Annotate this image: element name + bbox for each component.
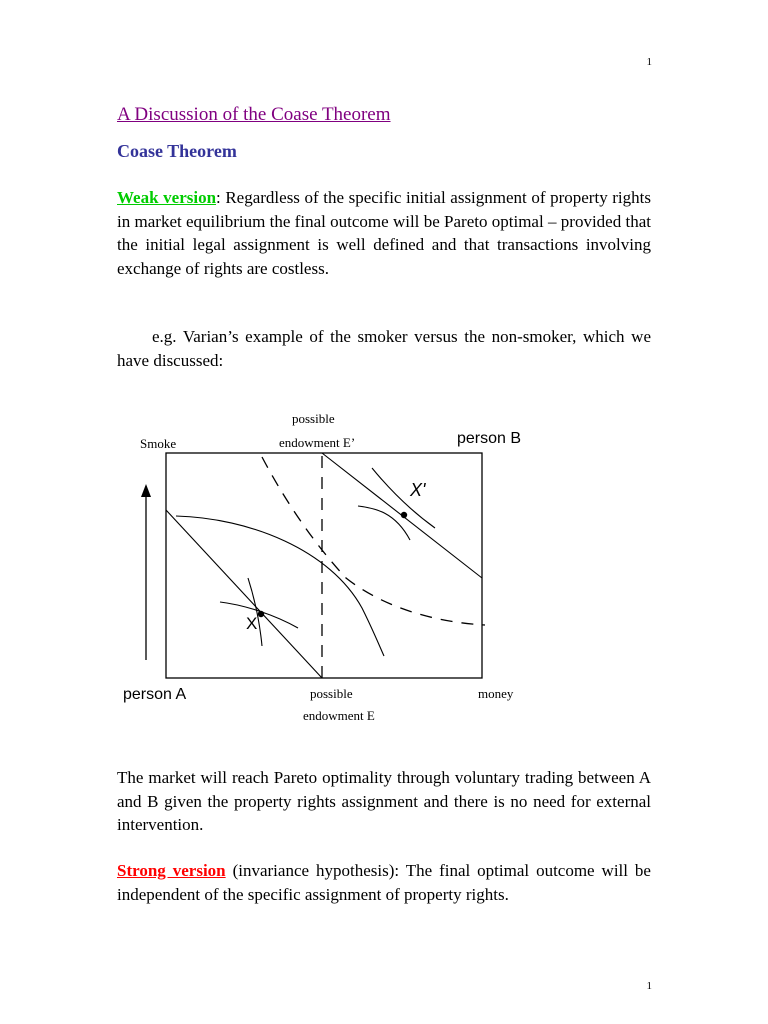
weak-version-text: : Regardless of the specific initial assignment of property rights in market equilibrium the final outcome will be Pareto optimal – provided that the initial legal assignment is well defined and that transactions involving exchange of rights are costless. — [117, 188, 651, 278]
example-paragraph: e.g. Varian’s example of the smoker versus the non-smoker, which we have discussed: — [117, 327, 651, 370]
endowment-e-label-line2: endowment E — [303, 708, 375, 723]
market-paragraph: The market will reach Pareto optimality through voluntary trading between A and B given the property rights assignment and there is no need for external intervention. — [117, 768, 651, 834]
indifference-curve-xprime-b — [372, 468, 435, 528]
indifference-curve-xprime-a — [358, 506, 410, 540]
edgeworth-box-figure — [110, 400, 530, 730]
endowment-e-label-line1: possible — [310, 686, 353, 701]
strong-version-paragraph — [117, 859, 651, 906]
page-number-bottom: 1 — [646, 980, 652, 992]
weak-version-paragraph — [117, 186, 651, 280]
axis-arrow-head — [141, 484, 151, 497]
person-b-label: person B — [457, 430, 522, 447]
point-x-prime-label: X' — [410, 480, 426, 500]
weak-version-label: Weak version — [117, 188, 217, 207]
smoke-axis-label: Smoke — [140, 436, 177, 451]
strong-version-label: Strong version — [117, 861, 226, 880]
money-axis-label: money — [478, 686, 514, 701]
budget-line-lower — [166, 510, 322, 678]
edgeworth-box-frame — [166, 453, 482, 678]
page-number-top: 1 — [646, 56, 652, 68]
endowment-e-prime-label-line1: possible — [292, 411, 335, 426]
indifference-curve-dashed — [262, 457, 485, 625]
point-x-prime — [401, 512, 407, 518]
person-a-label: person A — [123, 686, 187, 703]
point-x — [258, 611, 264, 617]
indifference-curve-middle — [176, 516, 384, 656]
point-x-label: X — [246, 614, 258, 633]
section-heading: Coase Theorem — [117, 141, 237, 161]
endowment-e-prime-label-line2: endowment E’ — [279, 435, 356, 450]
strong-version-text: (invariance hypothesis): The final optimal outcome will be independent of the specific assignment of property rights. — [117, 861, 651, 904]
page-title: A Discussion of the Coase Theorem — [117, 104, 391, 125]
